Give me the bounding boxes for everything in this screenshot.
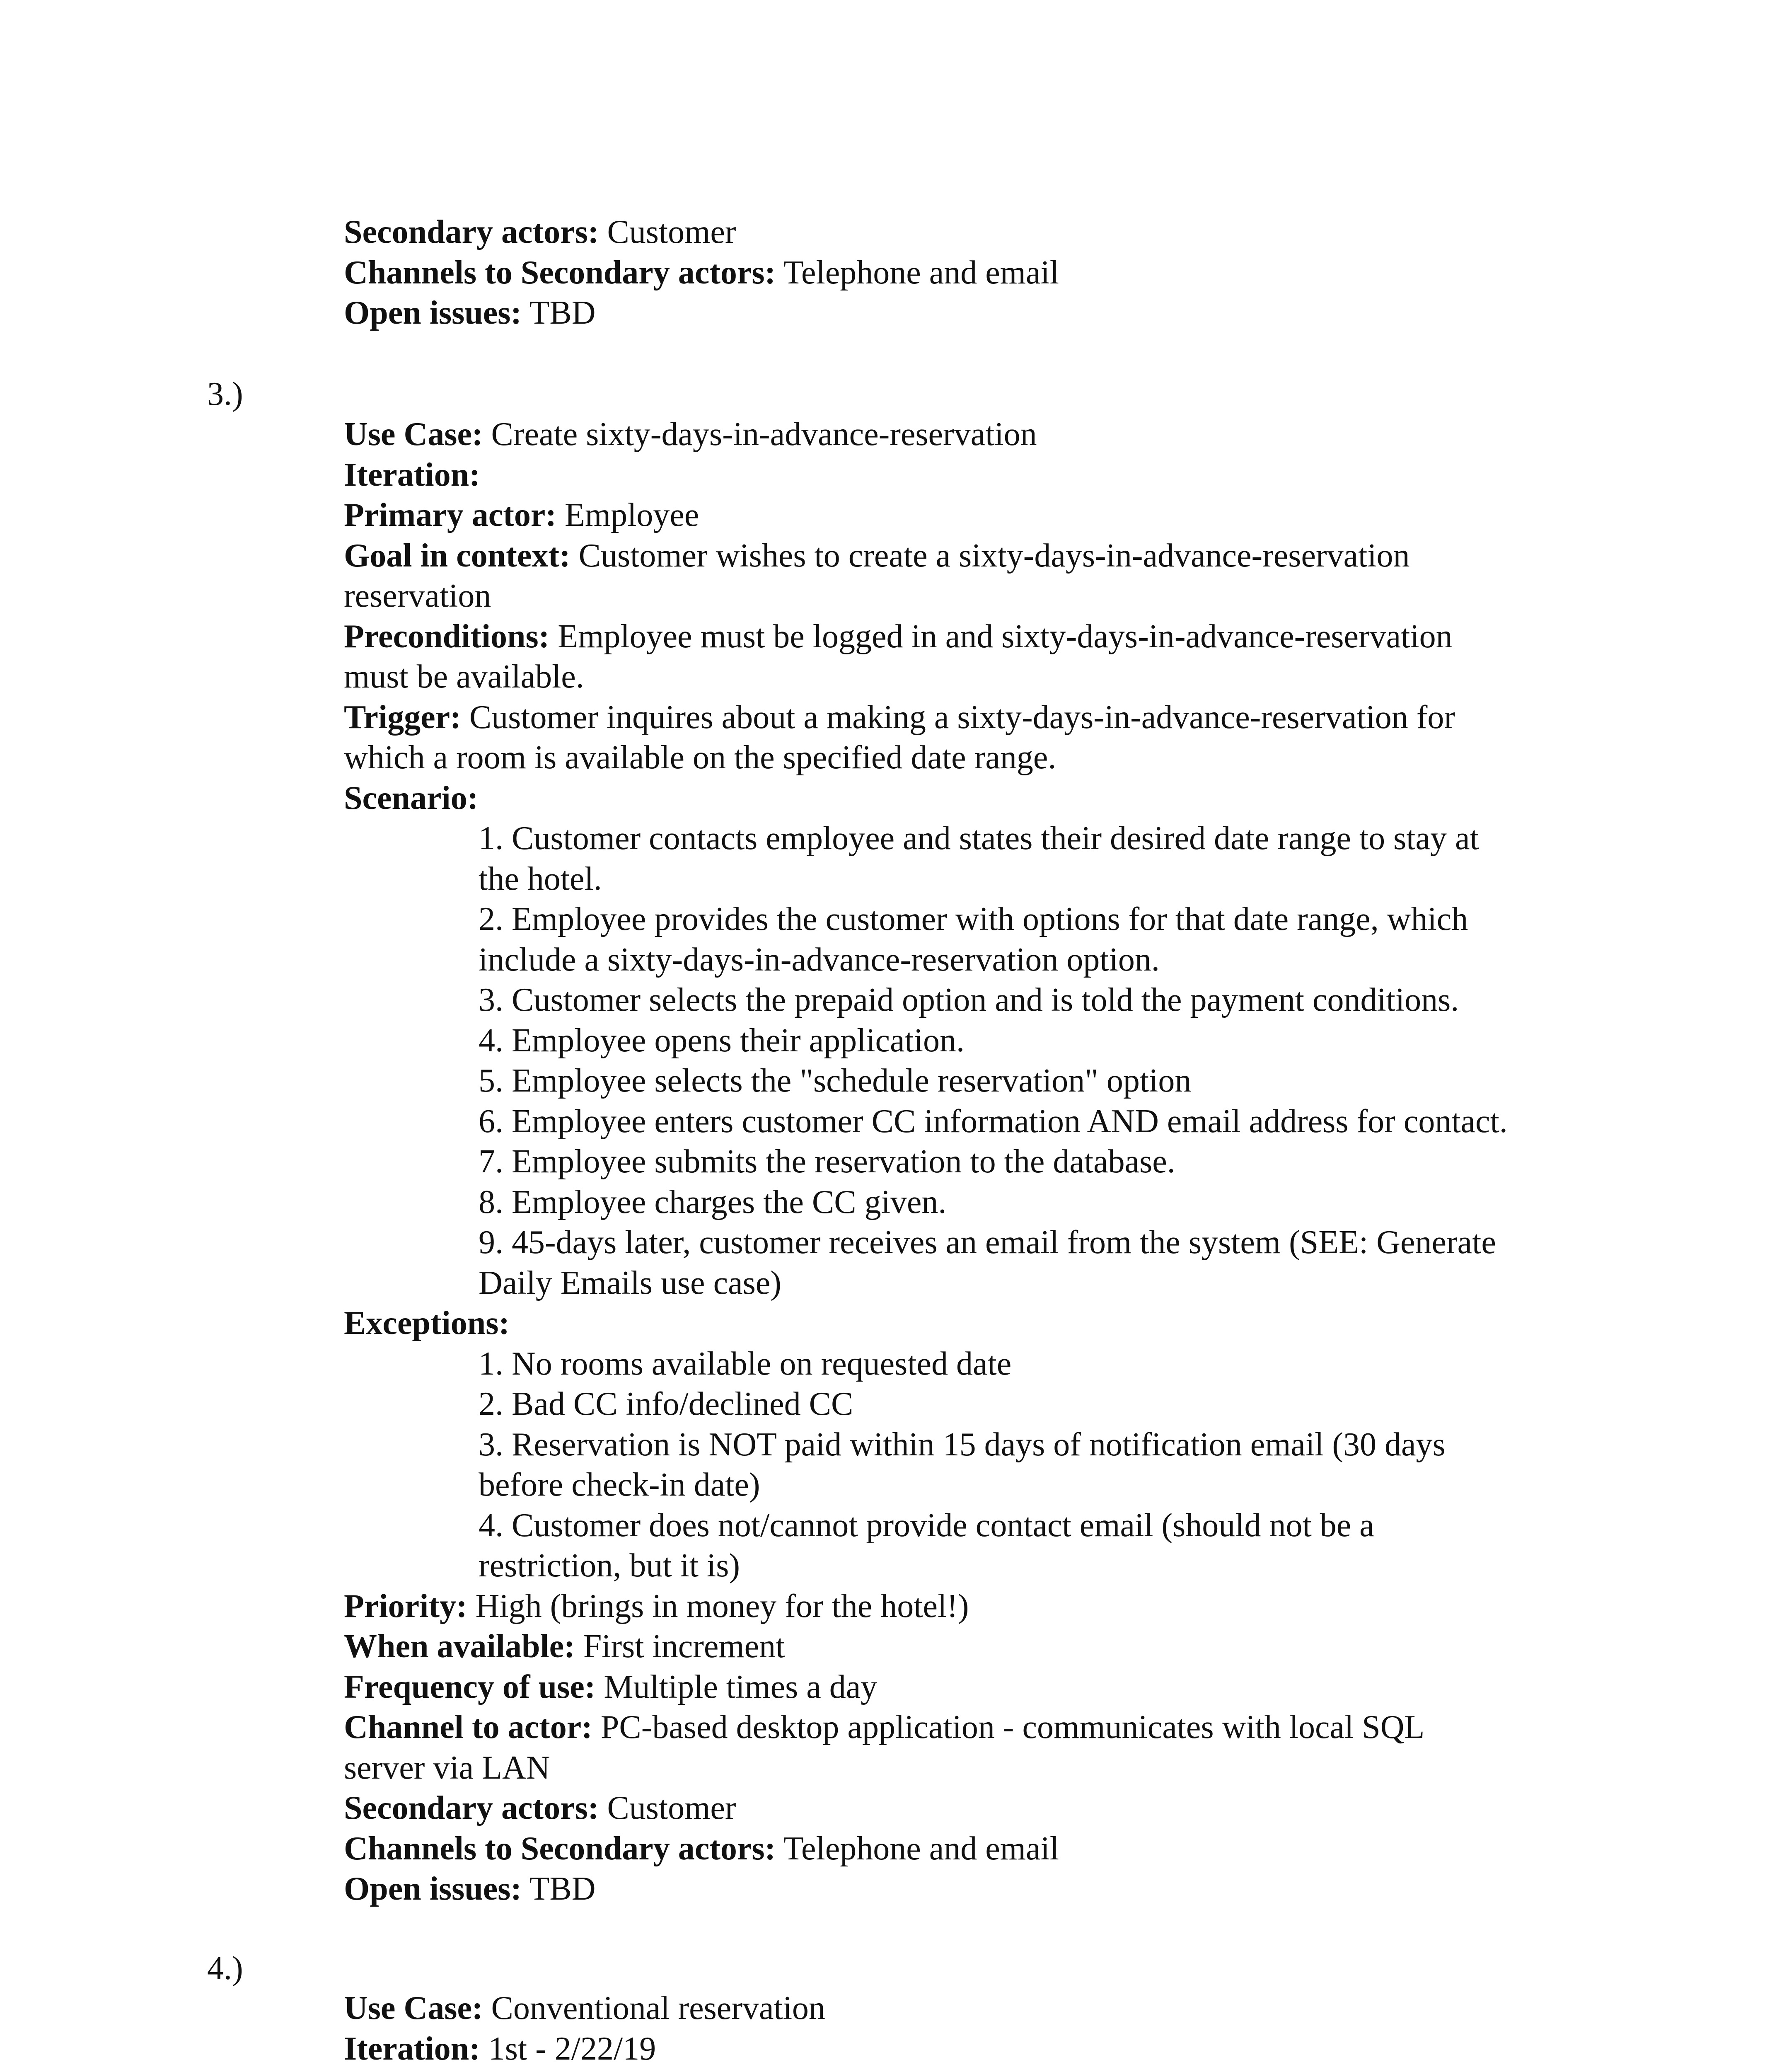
iteration-line: Iteration: — [344, 456, 480, 493]
iteration-line: Iteration: 1st - 2/22/19 — [344, 2030, 656, 2067]
scenario-step-cont: Daily Emails use case) — [479, 1264, 781, 1301]
exception-item: 1. No rooms available on requested date — [479, 1345, 1012, 1382]
use-case-3 — [344, 414, 1587, 1910]
scenario-step: 3. Customer selects the prepaid option and is told the payment conditions. — [479, 982, 1459, 1018]
goal-line: Goal in context: Customer wishes to create a sixty-days-in-advance-reservation — [344, 537, 1410, 574]
exception-item-cont: restriction, but it is) — [479, 1547, 740, 1584]
scenario-step: 7. Employee submits the reservation to the database. — [479, 1143, 1175, 1180]
previous-use-case-tail — [344, 212, 1587, 334]
use-case-line: Use Case: Conventional reservation — [344, 1990, 825, 2026]
preconditions-line-cont: must be available. — [344, 658, 584, 695]
trigger-line: Trigger: Customer inquires about a making a sixty-days-in-advance-reservation for — [344, 699, 1455, 736]
open-issues-line: Open issues: TBD — [344, 1871, 596, 1907]
scenario-step: 5. Employee selects the "schedule reservation" option — [479, 1063, 1192, 1099]
when-available-line: When available: First increment — [344, 1628, 785, 1665]
scenario-step: 9. 45-days later, customer receives an email from the system (SEE: Generate — [479, 1224, 1496, 1261]
goal-line-cont: reservation — [344, 578, 491, 614]
exceptions-heading: Exceptions: — [344, 1305, 510, 1341]
scenario-step: 2. Employee provides the customer with options for that date range, which — [479, 901, 1468, 937]
scenario-heading: Scenario: — [344, 779, 479, 816]
use-case-number-4: 4.) — [207, 1950, 243, 1987]
scenario-step: 6. Employee enters customer CC information AND email address for contact. — [479, 1103, 1508, 1140]
use-case-4 — [344, 1988, 1587, 2069]
scenario-step: 8. Employee charges the CC given. — [479, 1184, 947, 1220]
exception-item-cont: before check-in date) — [479, 1467, 760, 1503]
trigger-line-cont: which a room is available on the specified date range. — [344, 739, 1056, 776]
preconditions-line: Preconditions: Employee must be logged in and sixty-days-in-advance-reservation — [344, 618, 1453, 655]
use-case-line: Use Case: Create sixty-days-in-advance-reservation — [344, 416, 1037, 453]
scenario-step-cont: the hotel. — [479, 860, 602, 897]
channel-actor-line-cont: server via LAN — [344, 1749, 550, 1786]
primary-actor-line: Primary actor: Employee — [344, 497, 699, 533]
exception-item: 3. Reservation is NOT paid within 15 days of notification email (30 days — [479, 1426, 1446, 1463]
exceptions-list — [344, 1344, 1587, 1586]
channel-actor-line: Channel to actor: PC-based desktop application - communicates with local SQL — [344, 1709, 1425, 1745]
channels-secondary-line: Channels to Secondary actors: Telephone and email — [344, 1830, 1059, 1867]
priority-line: Priority: High (brings in money for the hotel!) — [344, 1588, 969, 1624]
exception-item: 4. Customer does not/cannot provide contact email (should not be a — [479, 1507, 1374, 1544]
open-issues-line: Open issues: TBD — [344, 295, 596, 331]
scenario-list — [344, 818, 1587, 1303]
scenario-step: 4. Employee opens their application. — [479, 1022, 965, 1059]
use-case-number-3: 3.) — [207, 376, 243, 412]
secondary-actors-line: Secondary actors: Customer — [344, 214, 736, 250]
secondary-actors-line: Secondary actors: Customer — [344, 1790, 736, 1826]
scenario-step-cont: include a sixty-days-in-advance-reservation option. — [479, 941, 1160, 978]
frequency-line: Frequency of use: Multiple times a day — [344, 1668, 878, 1705]
channels-secondary-line: Channels to Secondary actors: Telephone and email — [344, 254, 1059, 291]
scenario-step: 1. Customer contacts employee and states their desired date range to stay at — [479, 820, 1479, 857]
exception-item: 2. Bad CC info/declined CC — [479, 1386, 853, 1422]
